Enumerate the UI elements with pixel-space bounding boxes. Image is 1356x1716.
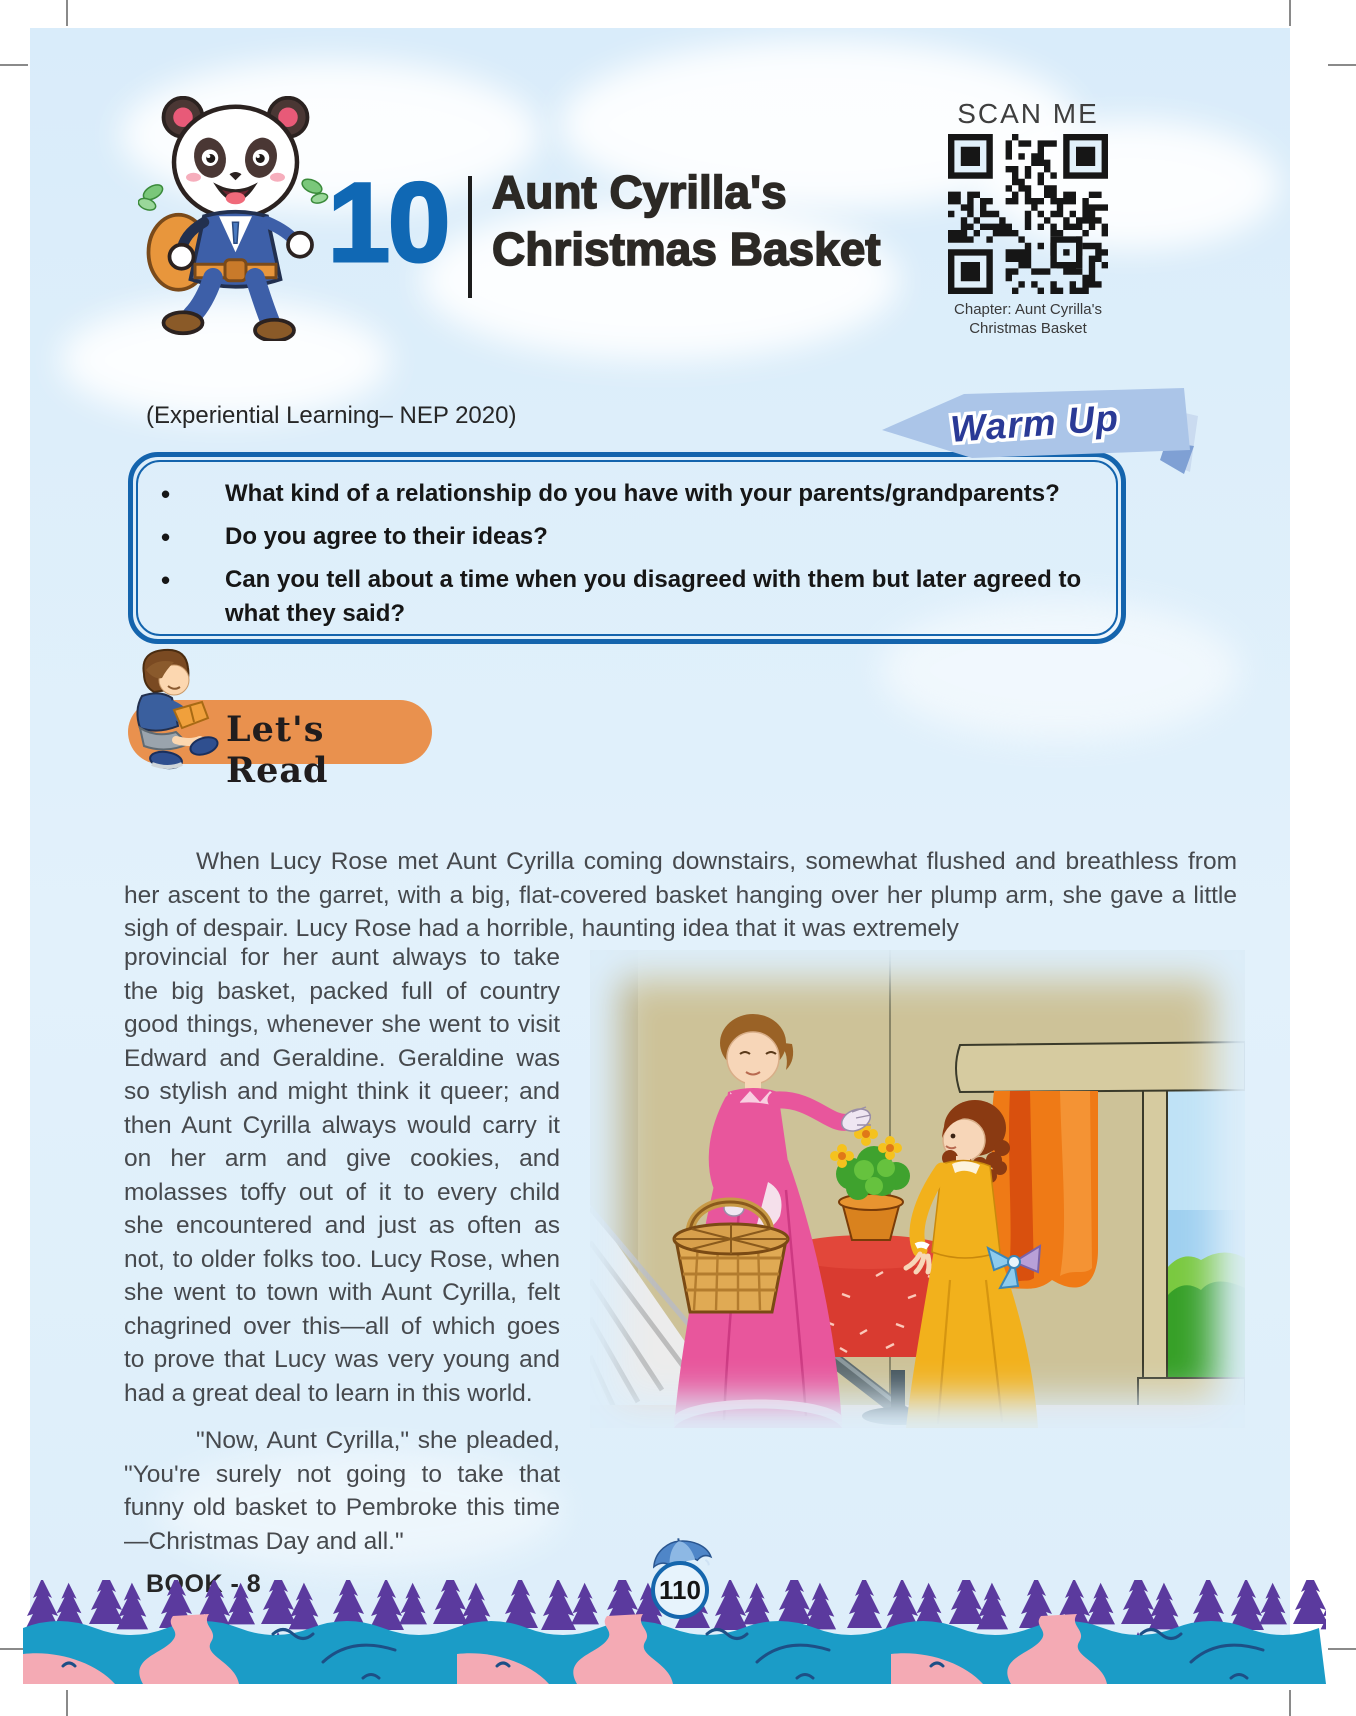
qr-code (948, 134, 1108, 294)
boy-reading-icon (116, 648, 226, 770)
story-paragraph-2: provincial for her aunt always to take the big basket, packed full of country good things, whenever she went to visit Edward and Geraldine. Geraldine was so stylish and might think it queer; and then Aunt Cyrilla always would carry it on her arm and give cookies, and molasses toffy out of it to every child she encountered and just as often as not, to older folks too. Lucy Rose, when she went to town with Aunt Cyrilla, felt chagrined over this—all of which goes to prove that Lucy was very young and had a great deal to learn in this world. (124, 944, 560, 1407)
crop-mark (1328, 1648, 1356, 1650)
qr-caption-line2: Christmas Basket (969, 320, 1087, 337)
warmup-question: • Do you agree to their ideas? (133, 520, 1095, 554)
warmup-question-box (128, 452, 1126, 644)
warmup-ribbon-label: Warm Up (949, 397, 1121, 450)
warmup-question: • Can you tell about a time when you disagreed with them but later agreed to what they said? (133, 563, 1095, 631)
story-illustration (590, 950, 1245, 1428)
crop-mark (1289, 1690, 1291, 1716)
story-paragraph-3: "Now, Aunt Cyrilla," she pleaded, "You're surely not going to take that funny old basket to Pembroke this time—Christmas Day and all." (124, 1427, 560, 1555)
chapter-number: 10 (327, 160, 449, 285)
chapter-title-line1: Aunt Cyrilla's (492, 166, 787, 218)
warmup-ribbon (872, 382, 1202, 477)
warmup-question: • What kind of a relationship do you have with your parents/grandparents? (133, 477, 1095, 511)
crop-mark (1289, 0, 1291, 26)
chapter-title (492, 164, 1012, 278)
panda-mascot-icon (138, 96, 333, 341)
crop-mark (0, 64, 28, 66)
warmup-question-list (133, 457, 1121, 631)
crop-mark (66, 1690, 68, 1716)
crop-mark (66, 0, 68, 26)
page-number-badge: 110 (651, 1561, 709, 1619)
qr-caption (898, 300, 1158, 338)
story-paragraph-1: When Lucy Rose met Aunt Cyrilla coming downstairs, somewhat flushed and breathless from her ascent to the garret, with a big, flat-covered basket hanging over her plump arm, she gave a little sigh of despair. Lucy Rose had a horrible, haunting idea that it was extremely (124, 848, 1237, 942)
experiential-note: (Experiential Learning– NEP 2020) (146, 402, 517, 429)
lets-read-label: Let's Read (226, 709, 329, 791)
qr-caption-line1: Chapter: Aunt Cyrilla's (954, 301, 1102, 318)
scan-me-label: SCAN ME (957, 98, 1099, 129)
chapter-title-line2: Christmas Basket (492, 223, 881, 275)
title-divider (468, 176, 472, 298)
crop-mark (1328, 64, 1356, 66)
